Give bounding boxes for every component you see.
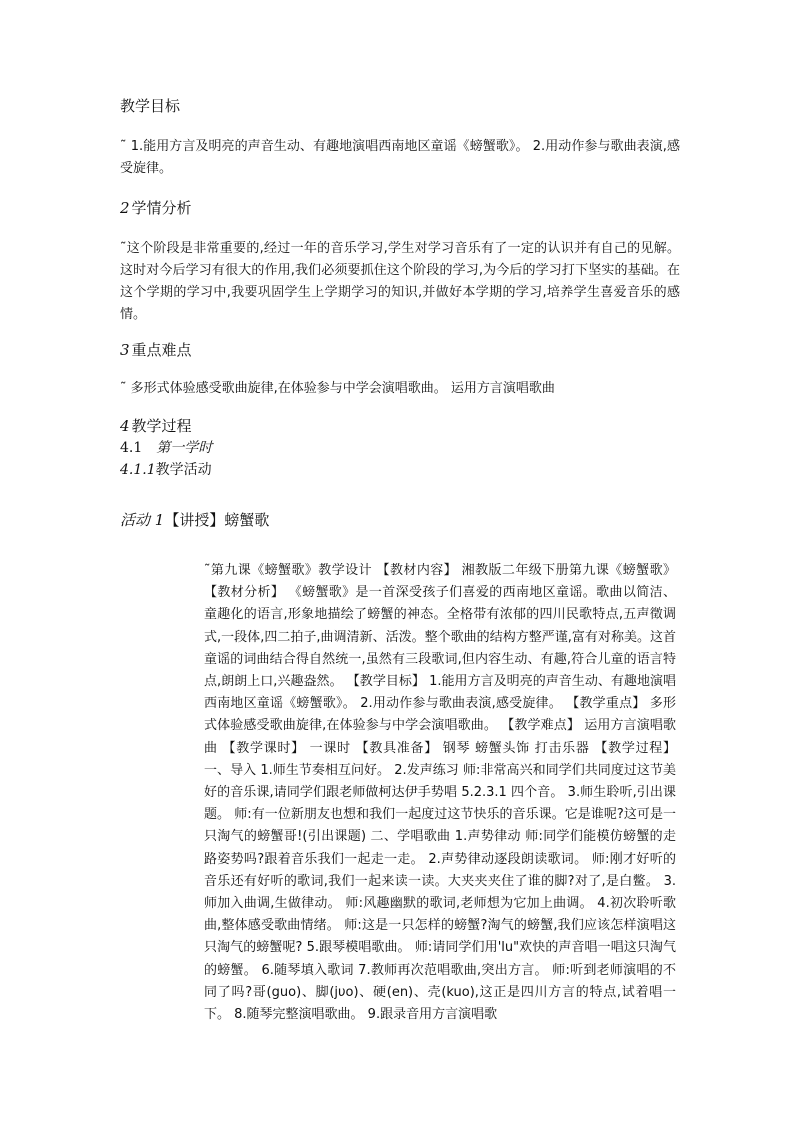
heading-text: 学情分析	[131, 199, 192, 217]
objectives-paragraph: ˜ 1.能用方言及明亮的声音生动、有趣地演唱西南地区童谣《螃蟹歌》。 2.用动作参与歌曲表演,感受旋律。	[120, 139, 680, 176]
section-heading-objectives	[120, 96, 180, 116]
heading-number: 4	[120, 417, 130, 435]
subheading-first-period	[120, 438, 212, 458]
activity-heading	[120, 510, 269, 530]
heading-text: 重点难点	[131, 341, 192, 359]
heading-text: 教学目标	[120, 97, 181, 115]
activity-tag: 【讲授】	[164, 511, 225, 529]
subheading-number: 4.1.1	[120, 462, 156, 478]
key-points-paragraph: ˜ 多形式体验感受歌曲旋律,在体验参与中学会演唱歌曲。 运用方言演唱歌曲	[120, 381, 555, 396]
activity-content: ˜第九课《螃蟹歌》教学设计 【教材内容】 湘教版二年级下册第九课《螃蟹歌》 【教材分析】 《螃蟹歌》是一首深受孩子们喜爱的西南地区童谣。歌曲以简洁、童趣化的语言,形象地描绘了螃蟹的神态。全格带有浓郁的四川民歌特点,五声徵调式,一段体,四二拍子,曲调清新、活泼。整个歌曲的结构方整严谨,富有对称美。这首童谣的词曲结合得自然统一,虽然有三段歌词,但内容生动、有趣,符合儿童的语言特点,朗朗上口,兴趣盎然。 【教学目标】 1.能用方言及明亮的声音生动、有趣地演唱西南地区童谣《螃蟹歌》。 2.用动作参与歌曲表演,感受旋律。 【教学重点】 多形式体验感受歌曲旋律,在体验参与中学会演唱歌曲。 【教学难点】 运用方言演唱歌曲 【教学课时】 一课时 【教具准备】 钢琴 螃蟹头饰 打击乐器 【教学过程】 一、导入 1.师生节奏相互问好。 2.发声练习 师:非常高兴和同学们共同度过这节美好的音乐课,请同学们跟老师做柯达伊手势唱 5.2.3.1 四个音。 3.师生聆听,引出课题。 师:有一位新朋友也想和我们一起度过这节快乐的音乐课。它是谁呢?这可是一只淘气的螃蟹哥!(引出课题) 二、学唱歌曲 1.声势律动 师:同学们能模仿螃蟹的走路姿势吗?跟着音乐我们一起走一走。 2.声势律动逐段朗读歌词。 师:刚才好听的音乐还有好听的歌词,我们一起来读一读。大夹夹夹住了谁的脚?对了,是白鳖。 3.师加入曲调,生做律动。 师:风趣幽默的歌词,老师想为它加上曲调。 4.初次聆听歌曲,整体感受歌曲情绪。 师:这是一只怎样的螃蟹?淘气的螃蟹,我们应该怎样演唱这只淘气的螃蟹呢? 5.跟琴模唱歌曲。 师:请同学们用'lu"欢快的声音唱一唱这只淘气的螃蟹。 6.随琴填入歌词 7.教师再次范唱歌曲,突出方言。 师:听到老师演唱的不同了吗?哥(guo)、脚(jυo)、硬(en)、壳(kuo),这正是四川方言的特点,试着唱一下。 8.随琴完整演唱歌曲。 9.跟录音用方言演唱歌	[204, 563, 676, 1023]
subheading-label: 第一学时	[156, 440, 213, 456]
subheading-label: 教学活动	[155, 462, 212, 478]
subheading-teaching-activity	[120, 460, 212, 480]
activity-title: 螃蟹歌	[224, 511, 270, 529]
section-heading-analysis	[120, 198, 192, 218]
section-heading-key-points	[120, 340, 192, 360]
analysis-paragraph: ˜这个阶段是非常重要的,经过一年的音乐学习,学生对学习音乐有了一定的认识并有自己的见解。这时对今后学习有很大的作用,我们必须要抓住这个阶段的学习,为今后的学习打下坚实的基础。在这个学期的学习中,我要巩固学生上学期学习的知识,并做好本学期的学习,培养学生喜爱音乐的感情。	[120, 241, 680, 322]
subheading-number: 4.1	[120, 440, 143, 456]
heading-text: 教学过程	[131, 417, 192, 435]
section-heading-process	[120, 416, 192, 436]
activity-prefix: 活动 1	[120, 511, 165, 529]
heading-number: 3	[120, 341, 130, 359]
heading-number: 2	[120, 199, 130, 217]
